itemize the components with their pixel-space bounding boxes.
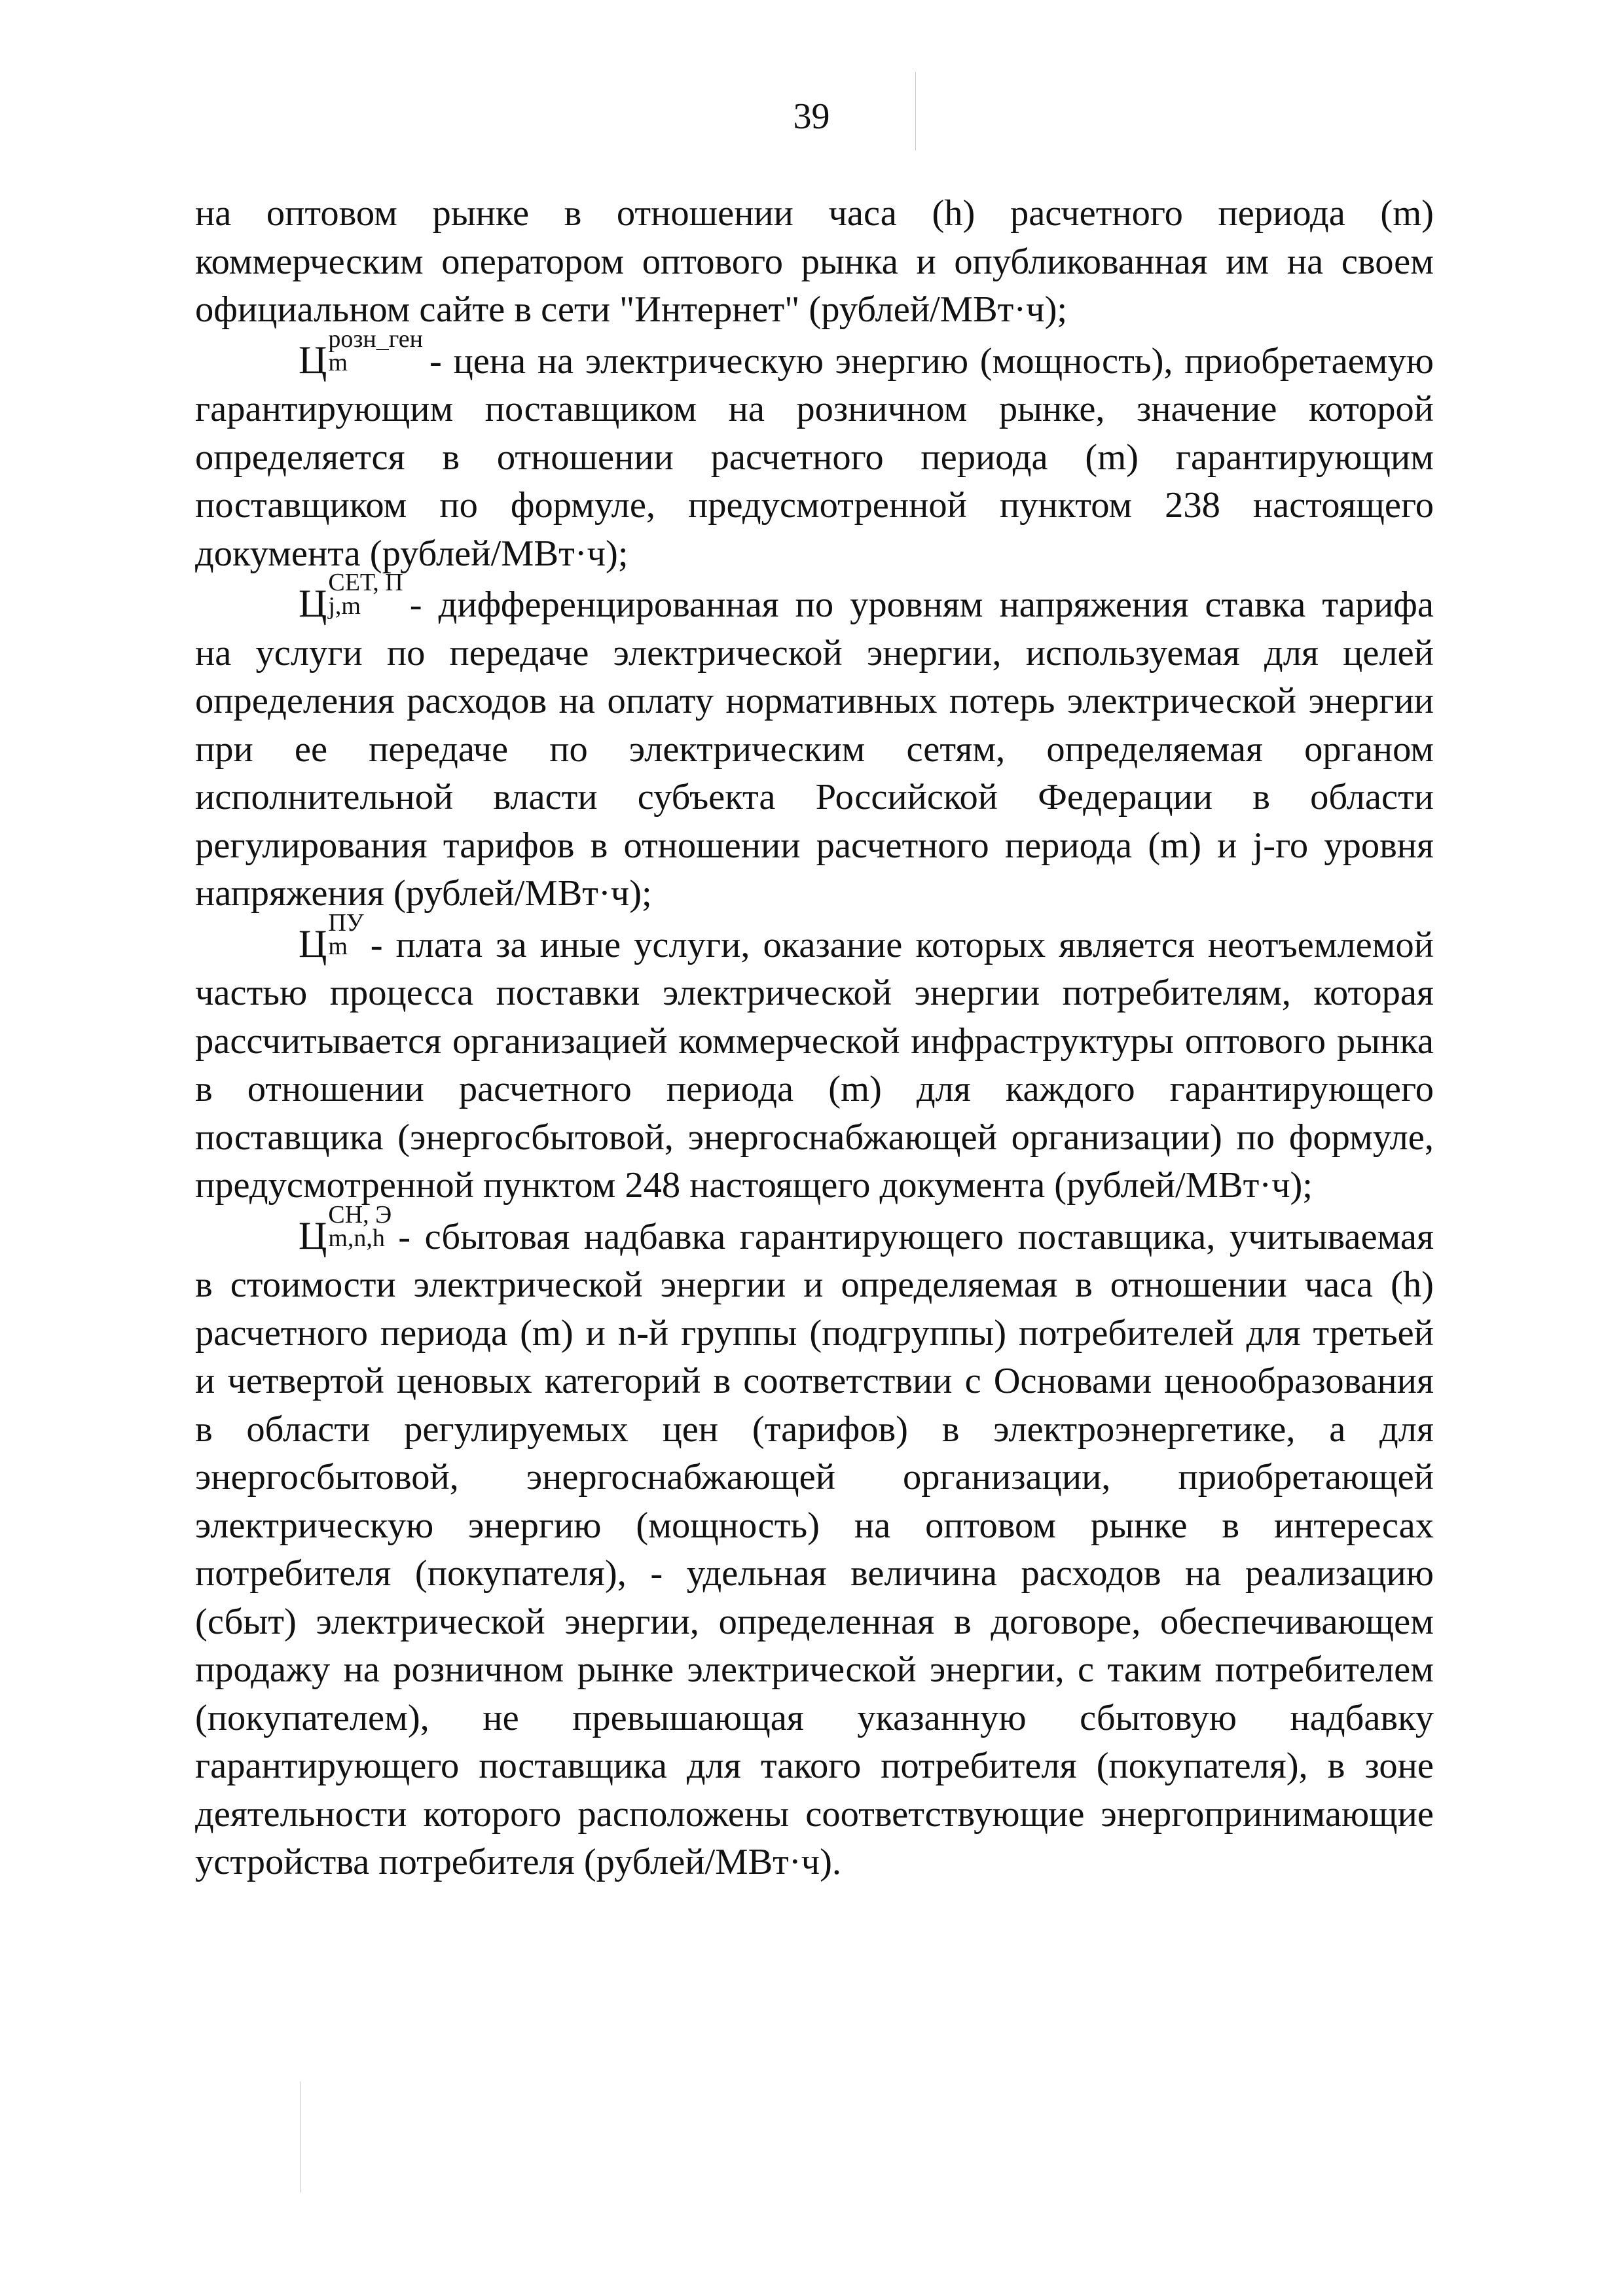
symbol-indices [328,908,364,968]
definition-sales-markup [195,1200,1434,1887]
scan-artifact-line-bottom [300,2081,301,2193]
symbol-superscript: СН, Э [328,1200,392,1229]
definition-network-tariff [195,569,1434,918]
formula-symbol [299,325,423,386]
definition-other-services-fee [195,908,1434,1210]
symbol-superscript: ПУ [328,908,364,937]
symbol-indices [328,325,423,384]
symbol-subscript: m [328,348,348,376]
definition-text: - дифференцированная по уровням напряжения ставка тарифа на услуги по передаче электрической энергии, используемая для целей определения расходов на оплату нормативных потерь электрической энергии при ее передаче по электрическим сетям, определяемая органом исполнительной власти субъекта Российской Федерации в области регулирования тарифов в отношении расчетного периода (m) и j-го уровня напряжения (рублей/МВт·ч); [195,584,1434,914]
definition-price-retail-generation [195,325,1434,579]
symbol-subscript: m [328,932,348,960]
symbol-base: Ц [299,338,327,382]
formula-symbol [299,908,364,970]
definition-text: - сбытовая надбавка гарантирующего поставщика, учитываемая в стоимости электрической энергии и определяемая в отношении часа (h) расчетного периода (m) и n-й группы (подгруппы) потребителей для третьей и четвертой ценовых категорий в соответствии с Основами ценообразования в области регулируемых цен (тарифов) в электроэнергетике, а для энергосбытовой, энергоснабжающей организации, приобретающей электрическую энергию (мощность) на оптовом рынке в интересах потребителя (покупателя), - удельная величина расходов на реализацию (сбыт) электрической энергии, определенная в договоре, обеспечивающем продажу на розничном рынке электрической энергии, с таким потребителем (покупателем), не превышающая указанную сбытовую надбавку гарантирующего поставщика для такого потребителя (покупателя), в зоне деятельности которого расположены соответствующие энергопринимающие устройства потребителя (рублей/МВт·ч). [195,1216,1434,1882]
symbol-superscript: розн_ген [328,325,423,353]
formula-symbol [299,1200,392,1262]
symbol-subscript: j,m [328,592,361,620]
definition-text: - цена на электрическую энергию (мощность), приобретаемую гарантирующим поставщиком на розничном рынке, значение которой определяется в отношении расчетного периода (m) гарантирующим поставщиком по формуле, предусмотренной пунктом 238 настоящего документа (рублей/МВт·ч); [195,340,1434,574]
formula-symbol [299,569,403,630]
symbol-base: Ц [299,922,327,965]
symbol-indices [328,1200,392,1260]
document-body [195,190,1434,1887]
symbol-subscript: m,n,h [328,1224,385,1252]
symbol-base: Ц [299,582,327,625]
page-number: 39 [793,96,830,137]
definition-text: - плата за иные услуги, оказание которых является неотъемлемой частью процесса поставки электрической энергии потребителям, которая рассчитывается организацией коммерческой инфраструктуры оптового рынка в отношении расчетного периода (m) для каждого гарантирующего поставщика (энергосбытовой, энергоснабжающей организации) по формуле, предусмотренной пунктом 248 настоящего документа (рублей/МВт·ч); [195,924,1434,1206]
symbol-base: Ц [299,1213,327,1257]
symbol-superscript: СЕТ, П [328,569,403,596]
symbol-indices [328,569,403,628]
intro-paragraph: на оптовом рынке в отношении часа (h) расчетного периода (m) коммерческим оператором оптового рынка и опубликованная им на своем официальном сайте в сети "Интернет" (рублей/МВт·ч); [195,193,1434,330]
